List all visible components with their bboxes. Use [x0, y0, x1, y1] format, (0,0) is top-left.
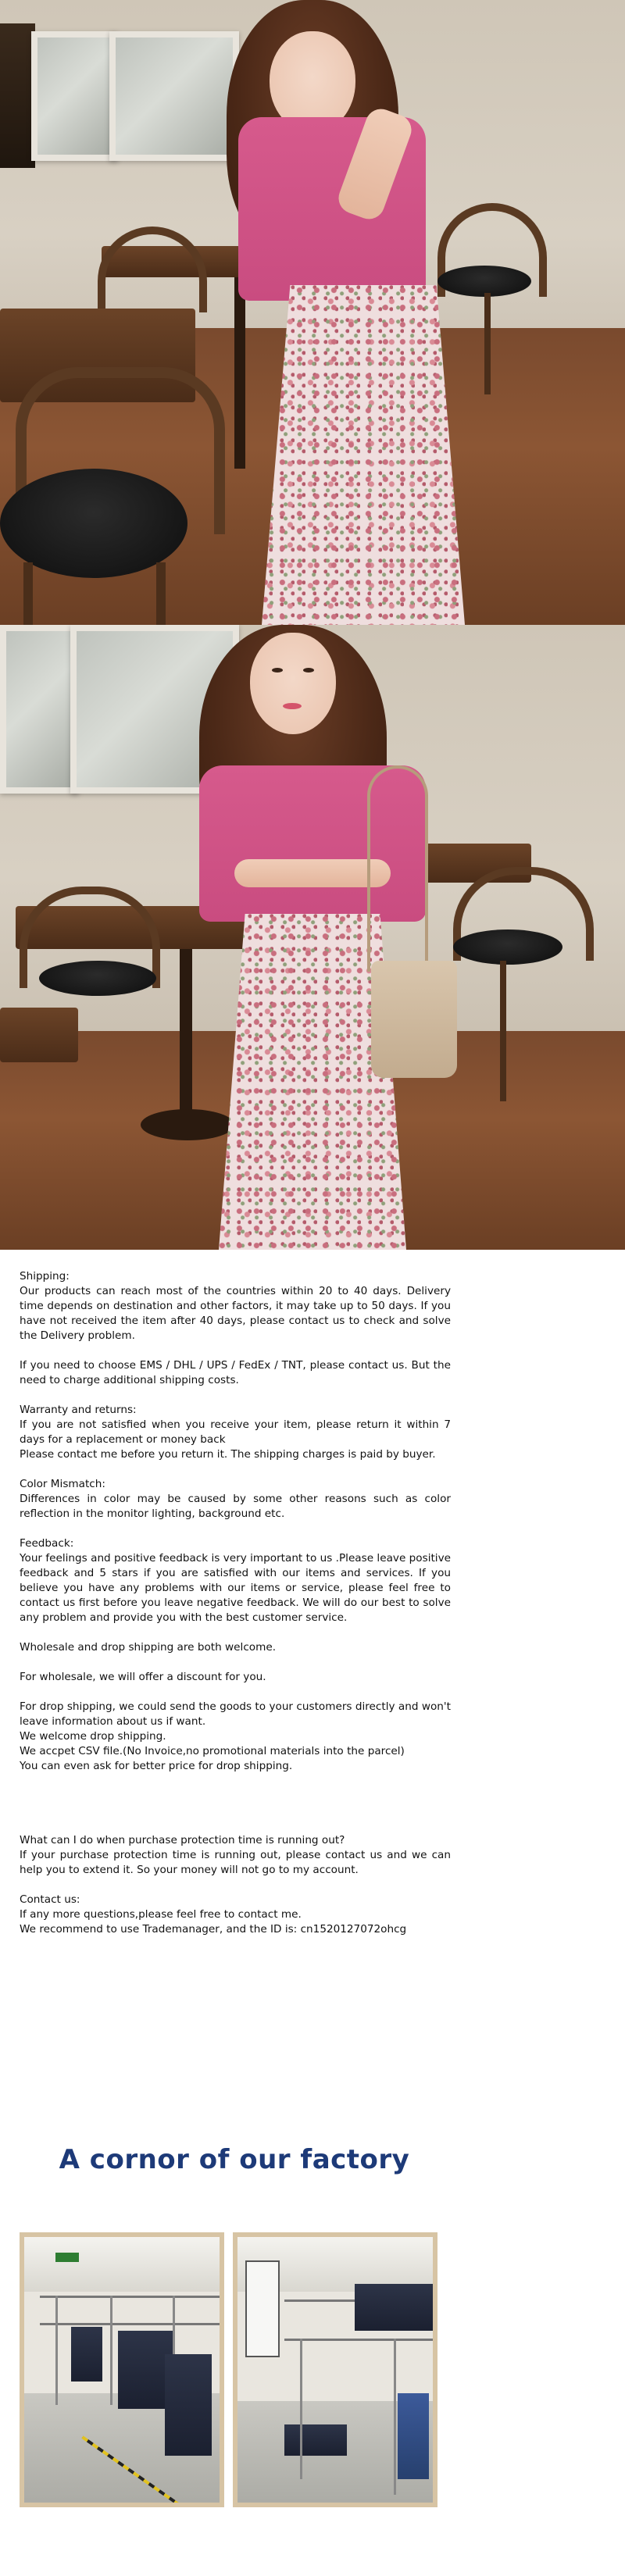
factory-ceiling: [24, 2237, 220, 2292]
wholesale-discount: For wholesale, we will offer a discount for you.: [20, 1671, 266, 1683]
factory-photo-2: [233, 2232, 438, 2507]
model-photo-2: [0, 625, 625, 1250]
exit-sign: [55, 2253, 79, 2262]
wall-mirror-right: [109, 31, 239, 161]
table-base: [141, 1109, 234, 1140]
table-leg: [180, 949, 192, 1121]
side-table: [0, 1008, 78, 1062]
spacer: [20, 1774, 451, 1833]
hanging-garments: [165, 2354, 212, 2456]
contact-heading: Contact us:: [20, 1893, 80, 1906]
garment-rail: [40, 2323, 220, 2325]
spacer: [20, 1625, 451, 1640]
chair-leg: [23, 562, 33, 625]
wall-mirror-left: [31, 31, 118, 161]
feedback-body: Your feelings and positive feedback is very important to us .Please leave positive feedback and 5 stars if you are satisfied with our items and services. If you believe you have any problems with our items or service, please feel free to contact us first before you leave negative feedback. We will do our best to solve any problem and provide you with the best customer service.: [20, 1552, 451, 1624]
protection-answer: If your purchase protection time is running out, please contact us and we can help you to extend it. So your money will not go to my account.: [20, 1849, 451, 1876]
warranty-line-1: If you are not satisfied when you receive your item, please return it within 7 days for a replacement or money back: [20, 1418, 451, 1446]
factory-photo-1: [20, 2232, 224, 2507]
color-heading: Color Mismatch:: [20, 1478, 105, 1490]
drop-shipping-line-4: You can even ask for better price for drop shipping.: [20, 1760, 293, 1772]
spacer: [20, 1388, 451, 1403]
spacer: [20, 1878, 451, 1893]
garment-pile: [284, 2424, 347, 2456]
express-shipping-note: If you need to choose EMS / DHL / UPS / FedEx / TNT, please contact us. But the need to charge additional shipping costs.: [20, 1359, 451, 1386]
garment-rail: [40, 2296, 220, 2298]
feedback-heading: Feedback:: [20, 1537, 74, 1550]
spacer: [20, 1685, 451, 1700]
rail-pole: [110, 2296, 112, 2405]
chair-leg: [156, 562, 166, 625]
shipping-heading: Shipping:: [20, 1270, 70, 1283]
spacer: [20, 1462, 451, 1477]
hanging-garments: [71, 2327, 102, 2382]
chair-seat-left: [39, 961, 156, 996]
hanging-garments: [355, 2284, 433, 2331]
shipping-body: Our products can reach most of the countries within 20 to 40 days. Delivery time depends on destination and other factors, it may take up to 50 days. If you have not received the item after 40 days, please contact us to check and solve the Delivery problem.: [20, 1285, 451, 1342]
drop-shipping-line-1: For drop shipping, we could send the goods to your customers directly and won't leave information about us if want.: [20, 1700, 451, 1728]
chair-leg: [500, 961, 506, 1101]
spacer: [20, 1655, 451, 1670]
chair-leg: [484, 293, 491, 394]
wine-shelf: [0, 23, 35, 168]
eye: [272, 668, 283, 673]
rail-pole: [300, 2339, 302, 2479]
contact-line-1: If any more questions,please feel free to contact me.: [20, 1908, 302, 1921]
face: [250, 633, 336, 734]
warranty-line-2: Please contact me before you return it. The shipping charges is paid by buyer.: [20, 1448, 436, 1461]
factory-window: [245, 2260, 280, 2357]
garment-rail: [284, 2339, 433, 2341]
rail-pole: [55, 2296, 58, 2405]
chair-seat-front: [0, 469, 188, 578]
color-body: Differences in color may be caused by some other reasons such as color reflection in the monitor lighting, background etc.: [20, 1493, 451, 1520]
chair-seat-right: [453, 929, 562, 965]
contact-line-2: We recommend to use Trademanager, and the ID is: cn1520127072ohcg: [20, 1923, 407, 1936]
warranty-heading: Warranty and returns:: [20, 1404, 137, 1416]
lips: [283, 703, 302, 709]
bag-strap: [367, 765, 428, 972]
chair-seat-right: [438, 266, 531, 297]
worker: [398, 2393, 429, 2479]
drop-shipping-line-3: We accpet CSV file.(No Invoice,no promotional materials into the parcel): [20, 1745, 405, 1757]
drop-shipping-line-2: We welcome drop shipping.: [20, 1730, 166, 1743]
rail-pole: [394, 2339, 396, 2495]
store-policy-text: [20, 1269, 451, 1937]
floral-skirt: [262, 285, 465, 625]
wall-mirror-left: [0, 625, 79, 794]
eye: [303, 668, 314, 673]
protection-question: What can I do when purchase protection time is running out?: [20, 1834, 345, 1846]
factory-title: A cornor of our factory: [59, 2144, 410, 2175]
model-photo-1: [0, 0, 625, 625]
spacer: [20, 1343, 451, 1358]
spacer: [20, 1522, 451, 1536]
beige-shoulder-bag: [371, 961, 457, 1078]
table-leg: [234, 277, 245, 469]
wholesale-welcome: Wholesale and drop shipping are both welcome.: [20, 1641, 277, 1654]
